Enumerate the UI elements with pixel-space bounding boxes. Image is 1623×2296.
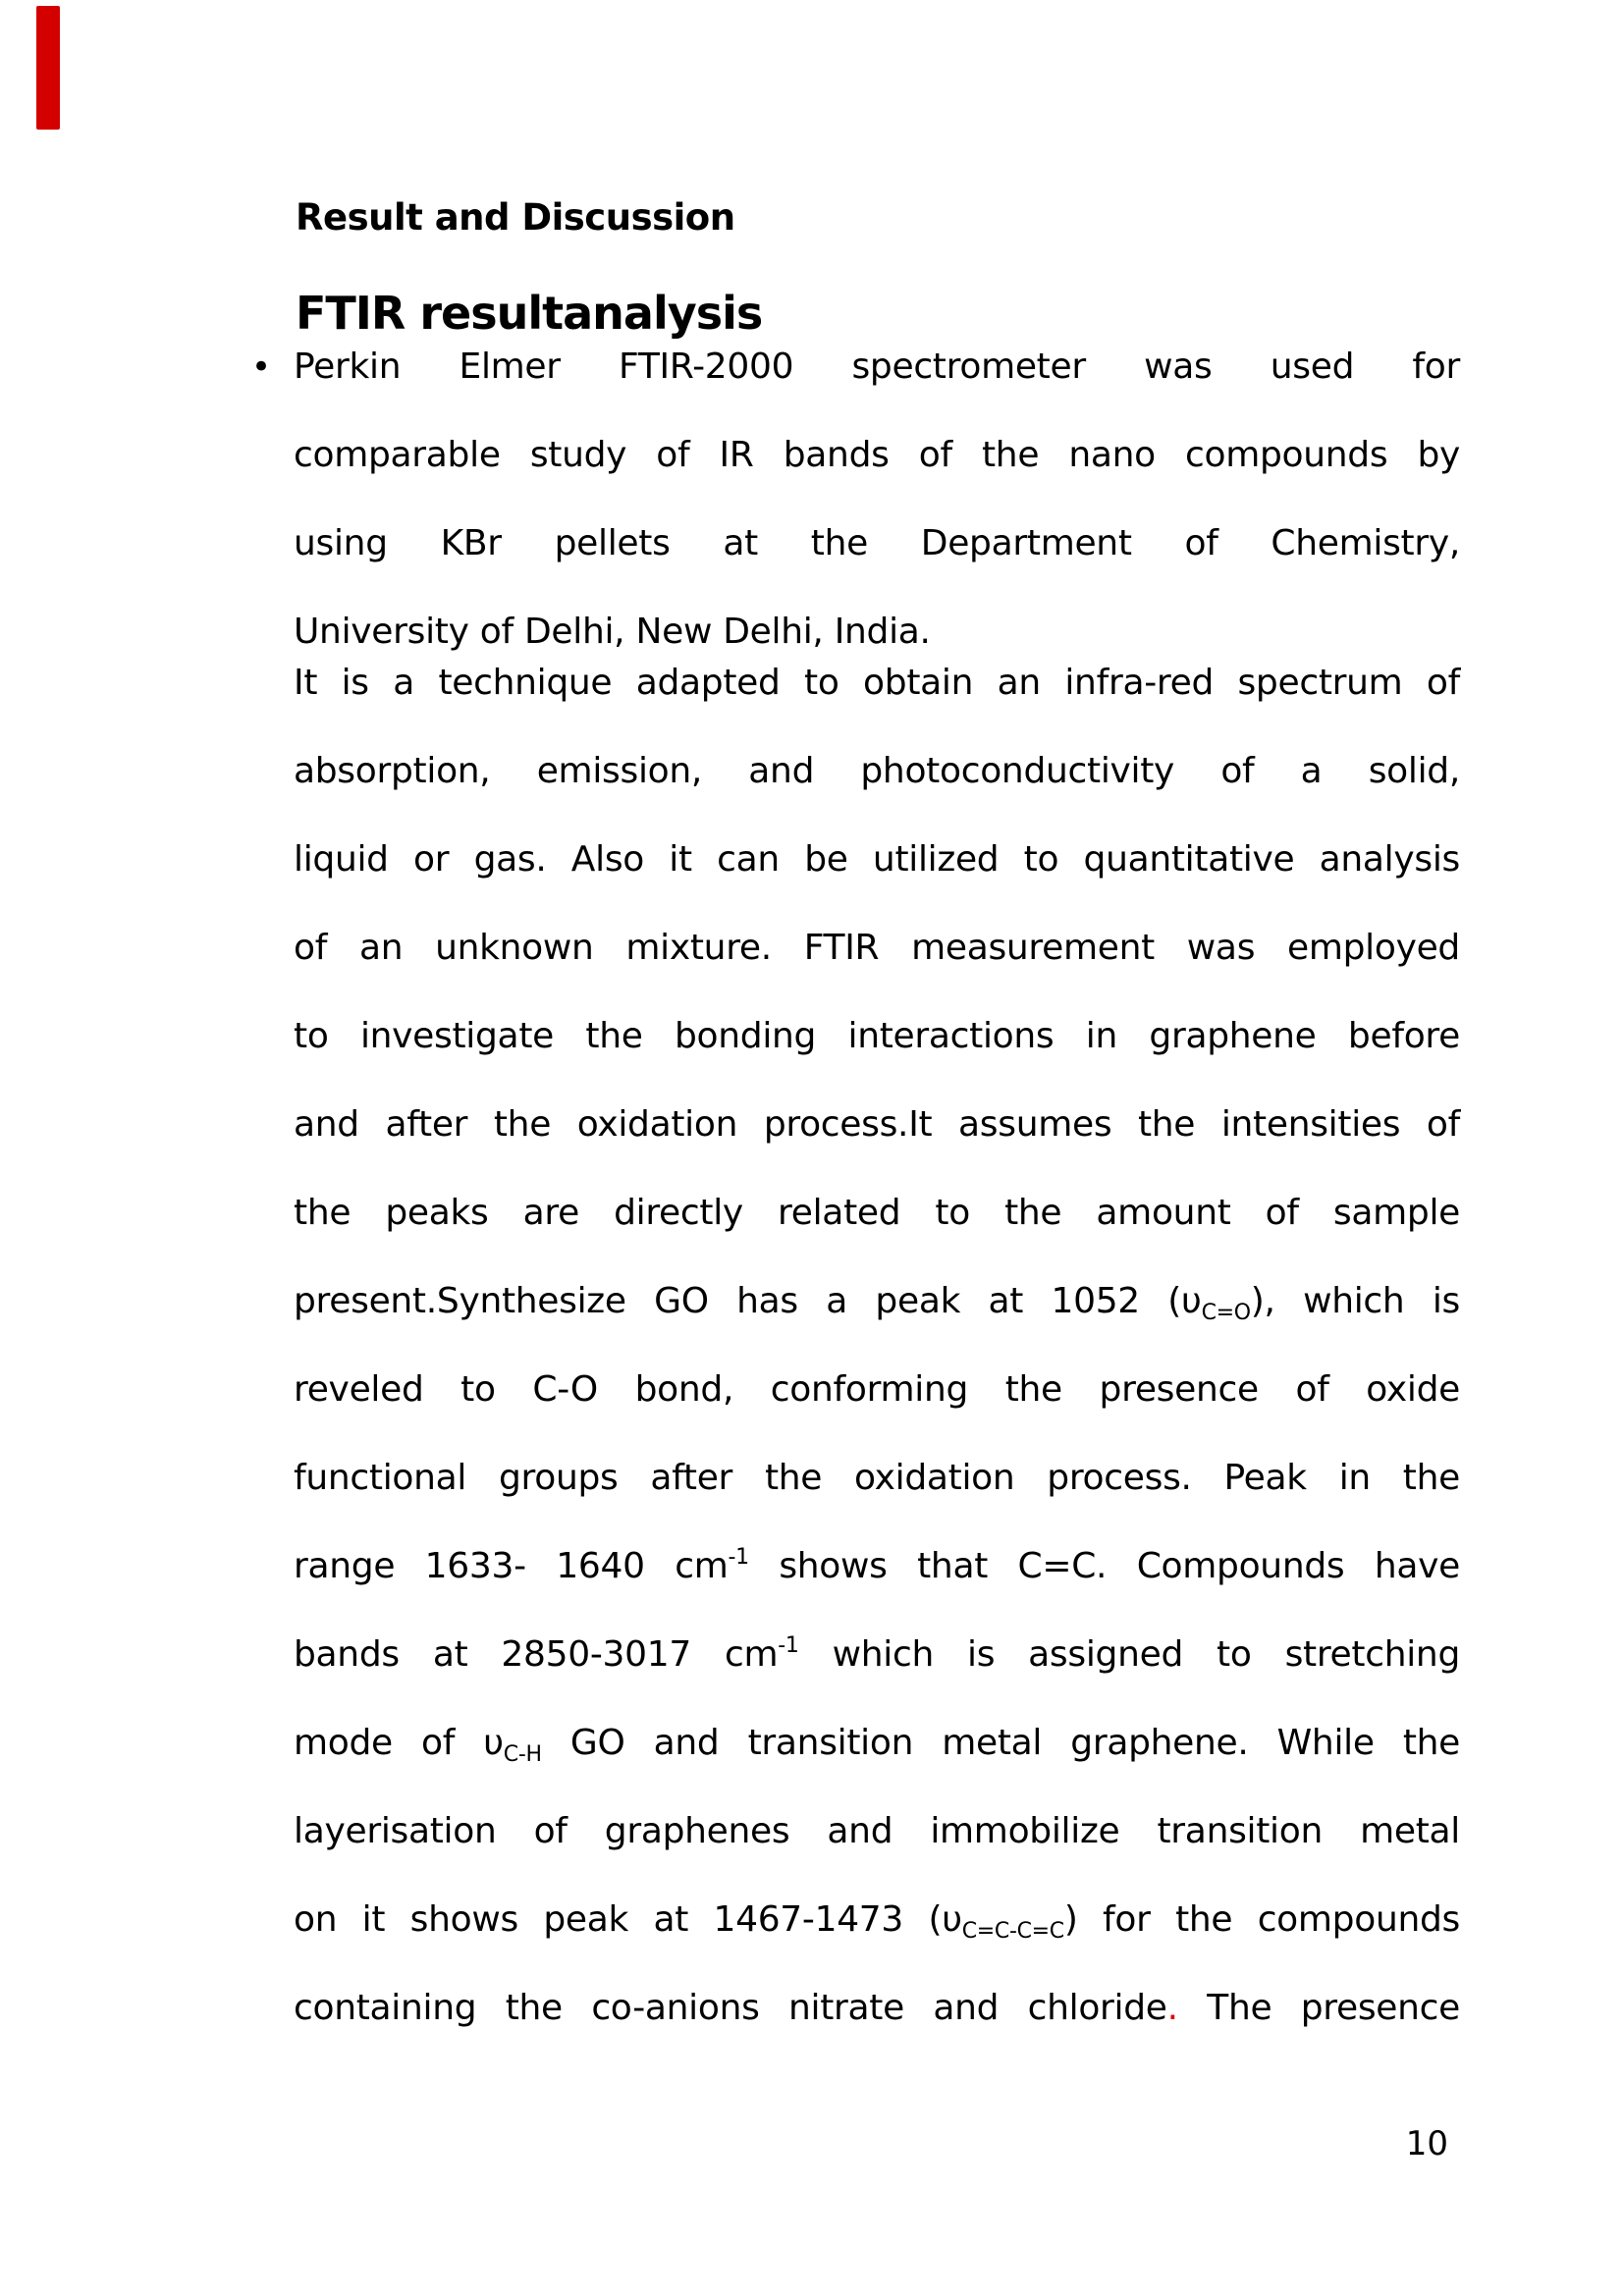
text-segment: liquid or gas. Also it can be utilized to quantitative analysis [294,839,1460,880]
text-line [294,1631,1460,1720]
text-segment: of an unknown mixture. FTIR measurement was employed [294,928,1460,968]
text-line [294,1808,1460,1896]
red-marker-bar [36,6,60,130]
text-segment: reveled to C-O bond, conforming the presence of oxide [294,1369,1460,1410]
text-segment: on it shows peak at 1467-1473 (υ [294,1899,962,1940]
text-segment: GO and transition metal graphene. While the [541,1723,1461,1763]
text-line [294,660,1460,748]
text-line [294,432,1460,520]
text-line [294,1455,1460,1543]
text-line [294,1190,1460,1278]
text-line [294,1543,1460,1631]
bullet-paragraph [251,344,1460,660]
body-paragraph [294,660,1460,2073]
text-segment: University of Delhi, New Delhi, India. [294,612,931,652]
text-segment: range 1633- 1640 cm [294,1546,729,1586]
text-segment: and after the oxidation process.It assumes the intensities of [294,1104,1460,1145]
exponent-superscript: -1 [728,1545,749,1570]
text-segment: shows that C=C. Compounds have [748,1546,1460,1586]
page-number: 10 [1405,2124,1448,2163]
text-line [294,520,1460,609]
text-segment: containing the co-anions nitrate and chloride [294,1988,1167,2028]
text-segment: bands at 2850-3017 cm [294,1634,779,1675]
text-segment: the peaks are directly related to the amount of sample [294,1193,1460,1233]
section-heading-result-and-discussion: Result and Discussion [296,196,735,239]
text-line [294,1013,1460,1101]
text-line [294,1101,1460,1190]
text-line [294,1366,1460,1455]
text-segment: using KBr pellets at the Department of Chemistry, [294,523,1460,563]
text-segment: The presence [1177,1988,1460,2028]
text-line [294,1720,1460,1808]
text-line [294,1985,1460,2073]
text-line [294,609,1460,660]
text-segment: functional groups after the oxidation process. Peak in the [294,1458,1460,1498]
text-segment: which is assigned to stretching [798,1634,1460,1675]
text-segment: to investigate the bonding interactions in graphene before [294,1016,1460,1056]
text-segment: Perkin Elmer FTIR-2000 spectrometer was used for [294,347,1460,387]
text-line [251,344,1460,432]
page-content [251,0,1461,2296]
chemical-subscript: C=O [1201,1301,1251,1325]
section-heading-ftir-result-analysis: FTIR resultanalysis [296,287,763,340]
text-flow [251,344,1461,2073]
text-segment: absorption, emission, and photoconductivity of a solid, [294,751,1460,791]
red-period: . [1166,1988,1178,2028]
text-line [294,748,1460,836]
chemical-subscript: C=C-C=C [961,1919,1064,1944]
bullet-marker: • [251,347,271,387]
chemical-subscript: C-H [503,1742,542,1767]
text-segment: ), which is [1250,1281,1460,1321]
text-line [294,925,1460,1013]
text-segment: ) for the compounds [1063,1899,1460,1940]
text-segment: layerisation of graphenes and immobilize transition metal [294,1811,1460,1851]
text-line [294,836,1460,925]
exponent-superscript: -1 [778,1633,799,1658]
text-line [294,1896,1460,1985]
text-segment: present.Synthesize GO has a peak at 1052 (υ [294,1281,1202,1321]
text-line [294,1278,1460,1366]
text-segment: It is a technique adapted to obtain an infra-red spectrum of [294,663,1460,703]
text-segment: mode of υ [294,1723,504,1763]
text-segment: comparable study of IR bands of the nano compounds by [294,435,1460,475]
